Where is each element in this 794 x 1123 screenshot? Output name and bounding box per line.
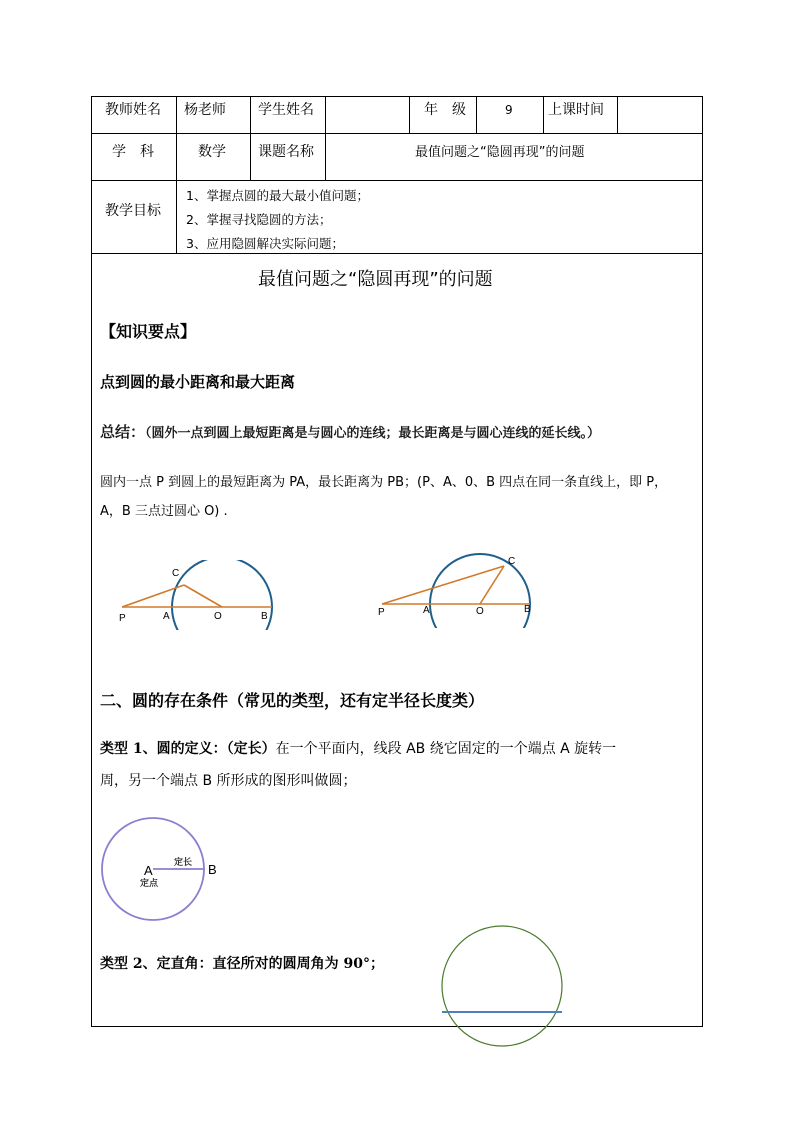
time-label: 上课时间	[548, 102, 604, 118]
label-a: A	[163, 611, 170, 622]
row-divider	[91, 133, 703, 134]
col-divider	[409, 96, 410, 133]
summary-text: （圆外一点到圆上最短距离是与圆心的连线；最长距离是与圆心连线的延长线。）	[145, 426, 601, 441]
col-divider	[325, 96, 326, 180]
page-title: 最值问题之“隐圆再现”的问题	[258, 269, 493, 290]
label-fixed-point: 定点	[140, 879, 159, 889]
goals-label: 教学目标	[105, 203, 161, 219]
label-c: C	[172, 568, 180, 579]
label-c: C	[508, 556, 516, 567]
right-angle-circle-figure	[436, 924, 568, 1052]
subject-value: 数学	[198, 144, 226, 160]
goal-item: 1、掌握点圆的最大最小值问题；	[186, 188, 369, 203]
label-b: B	[208, 862, 217, 877]
type1-text: 在一个平面内，线段 AB 绕它固定的一个端点 A 旋转一	[275, 741, 617, 757]
circle-diameter	[442, 926, 562, 1046]
type1-heading: 类型 1、圆的定义：（定长）	[100, 741, 276, 757]
type2-heading: 类型 2、定直角：直径所对的圆周角为 90°；	[100, 956, 384, 972]
label-a: A	[144, 863, 153, 878]
col-divider	[250, 96, 251, 180]
point-circle-figure-2	[370, 548, 540, 628]
label-p: P	[378, 607, 385, 618]
label-a: A	[423, 605, 430, 616]
label-o: O	[476, 606, 484, 617]
teacher-value: 杨老师	[184, 102, 226, 118]
segment-pc	[122, 585, 184, 607]
point-circle-heading: 点到圆的最小距离和最大距离	[100, 373, 296, 391]
col-divider	[176, 96, 177, 253]
point-circle-figure-1	[110, 560, 280, 630]
summary-label: 总结：	[100, 423, 146, 441]
topic-value: 最值问题之“隐圆再现”的问题	[415, 145, 585, 160]
grade-label: 年 级	[424, 102, 466, 118]
grade-value: 9	[505, 103, 513, 117]
type1-line2: 周，另一个端点 B 所形成的图形叫做圆；	[100, 773, 357, 789]
row-divider	[91, 180, 703, 181]
col-divider	[476, 96, 477, 133]
label-p: P	[119, 613, 126, 624]
knowledge-heading: 【知识要点】	[100, 322, 197, 341]
label-b: B	[524, 604, 531, 615]
label-o: O	[214, 611, 222, 622]
segment-co	[184, 585, 222, 607]
type1-line1	[100, 738, 616, 758]
col-divider	[543, 96, 544, 133]
teacher-label: 教师姓名	[105, 102, 161, 118]
circle-definition-figure	[100, 812, 230, 924]
subject-label: 学 科	[112, 144, 154, 160]
col-divider	[617, 96, 618, 133]
topic-label: 课题名称	[258, 144, 314, 160]
summary-line	[100, 421, 600, 442]
inner-point-text: A，B 三点过圆心 O) .	[100, 504, 228, 519]
section2-heading: 二、圆的存在条件（常见的类型，还有定半径长度类）	[100, 691, 485, 710]
circle-o	[172, 560, 272, 630]
student-label: 学生姓名	[258, 102, 314, 118]
goal-item: 2、掌握寻找隐圆的方法；	[186, 212, 332, 227]
goal-item: 3、应用隐圆解决实际问题；	[186, 236, 344, 251]
row-divider	[91, 253, 703, 254]
label-b: B	[261, 611, 268, 622]
label-fixed-length: 定长	[174, 858, 193, 868]
inner-point-text: 圆内一点 P 到圆上的最短距离为 PA，最长距离为 PB；(P、A、0、B 四点在同一条直线上，即 P，	[100, 475, 668, 490]
